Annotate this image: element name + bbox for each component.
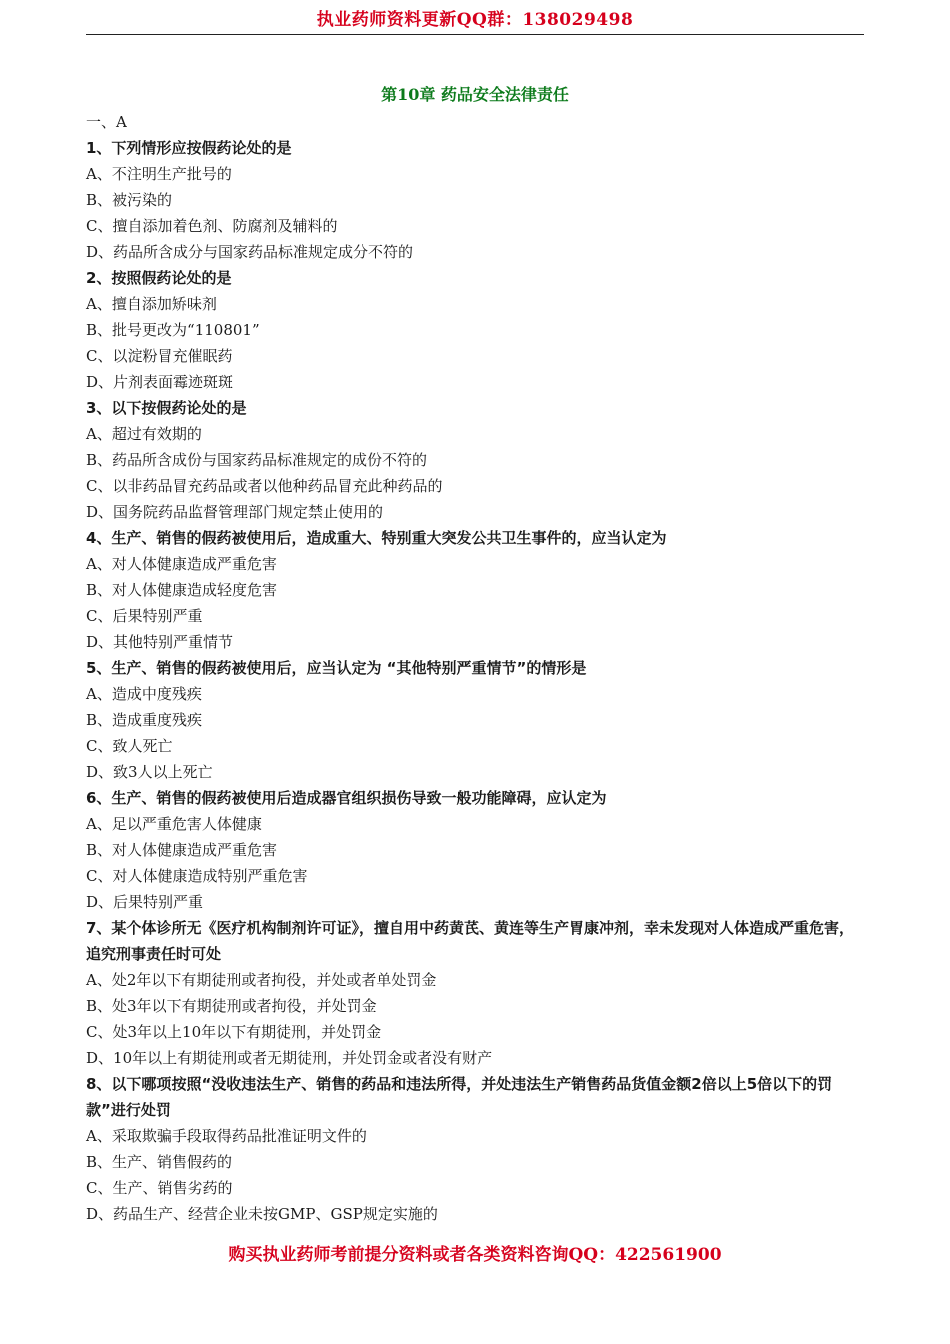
option-7d: D、10年以上有期徒刑或者无期徒刑，并处罚金或者没有财产	[86, 1049, 493, 1067]
question-list	[86, 109, 864, 1227]
option-6a: A、足以严重危害人体健康	[86, 815, 262, 833]
option-1c: C、擅自添加着色剂、防腐剂及辅料的	[86, 217, 338, 235]
question-7: 7、某个体诊所无《医疗机构制剂许可证》，擅自用中药黄芪、黄连等生产胃康冲剂，幸未发现对人体造成严重危害，追究刑事责任时可处	[86, 919, 854, 963]
option-5c: C、致人死亡	[86, 737, 173, 755]
option-3d: D、国务院药品监督管理部门规定禁止使用的	[86, 503, 384, 521]
option-7a: A、处2年以下有期徒刑或者拘役，并处或者单处罚金	[86, 971, 437, 989]
option-5b: B、造成重度残疾	[86, 711, 203, 729]
option-2c: C、以淀粉冒充催眠药	[86, 347, 233, 365]
option-2b: B、批号更改为“110801”	[86, 321, 260, 339]
page-header	[86, 8, 864, 35]
option-8b: B、生产、销售假药的	[86, 1153, 233, 1171]
option-3a: A、超过有效期的	[86, 425, 202, 443]
question-8: 8、以下哪项按照“没收违法生产、销售的药品和违法所得，并处违法生产销售药品货值金额2倍以上5倍以下的罚款”进行处罚	[86, 1075, 833, 1119]
question-2: 2、按照假药论处的是	[86, 269, 232, 287]
option-8c: C、生产、销售劣药的	[86, 1179, 233, 1197]
option-7b: B、处3年以下有期徒刑或者拘役，并处罚金	[86, 997, 377, 1015]
question-1: 1、下列情形应按假药论处的是	[86, 139, 292, 157]
option-8a: A、采取欺骗手段取得药品批准证明文件的	[86, 1127, 367, 1145]
question-5: 5、生产、销售的假药被使用后，应当认定为 “其他特别严重情节”的情形是	[86, 659, 587, 677]
option-2a: A、擅自添加矫味剂	[86, 295, 217, 313]
option-3c: C、以非药品冒充药品或者以他种药品冒充此种药品的	[86, 477, 443, 495]
section-label: 一、A	[86, 113, 127, 131]
option-6d: D、后果特别严重	[86, 893, 204, 911]
option-4c: C、后果特别严重	[86, 607, 203, 625]
option-1d: D、药品所含成分与国家药品标准规定成分不符的	[86, 243, 414, 261]
option-6b: B、对人体健康造成严重危害	[86, 841, 278, 859]
option-3b: B、药品所含成份与国家药品标准规定的成份不符的	[86, 451, 428, 469]
option-4d: D、其他特别严重情节	[86, 633, 234, 651]
question-3: 3、以下按假药论处的是	[86, 399, 247, 417]
option-1a: A、不注明生产批号的	[86, 165, 232, 183]
option-5a: A、造成中度残疾	[86, 685, 202, 703]
option-6c: C、对人体健康造成特别严重危害	[86, 867, 308, 885]
chapter-title: 第10章 药品安全法律责任	[381, 85, 569, 104]
option-4b: B、对人体健康造成轻度危害	[86, 581, 278, 599]
option-5d: D、致3人以上死亡	[86, 763, 213, 781]
option-2d: D、片剂表面霉迹斑斑	[86, 373, 234, 391]
page-footer: 购买执业药师考前提分资料或者各类资料咨询QQ：422561900	[228, 1245, 722, 1265]
option-1b: B、被污染的	[86, 191, 173, 209]
question-6: 6、生产、销售的假药被使用后造成器官组织损伤导致一般功能障碍，应认定为	[86, 789, 607, 807]
option-4a: A、对人体健康造成严重危害	[86, 555, 277, 573]
question-4: 4、生产、销售的假药被使用后，造成重大、特别重大突发公共卫生事件的，应当认定为	[86, 529, 667, 547]
option-8d: D、药品生产、经营企业未按GMP、GSP规定实施的	[86, 1205, 438, 1223]
option-7c: C、处3年以上10年以下有期徒刑，并处罚金	[86, 1023, 382, 1041]
header-text: 执业药师资料更新QQ群：138029498	[316, 10, 634, 30]
